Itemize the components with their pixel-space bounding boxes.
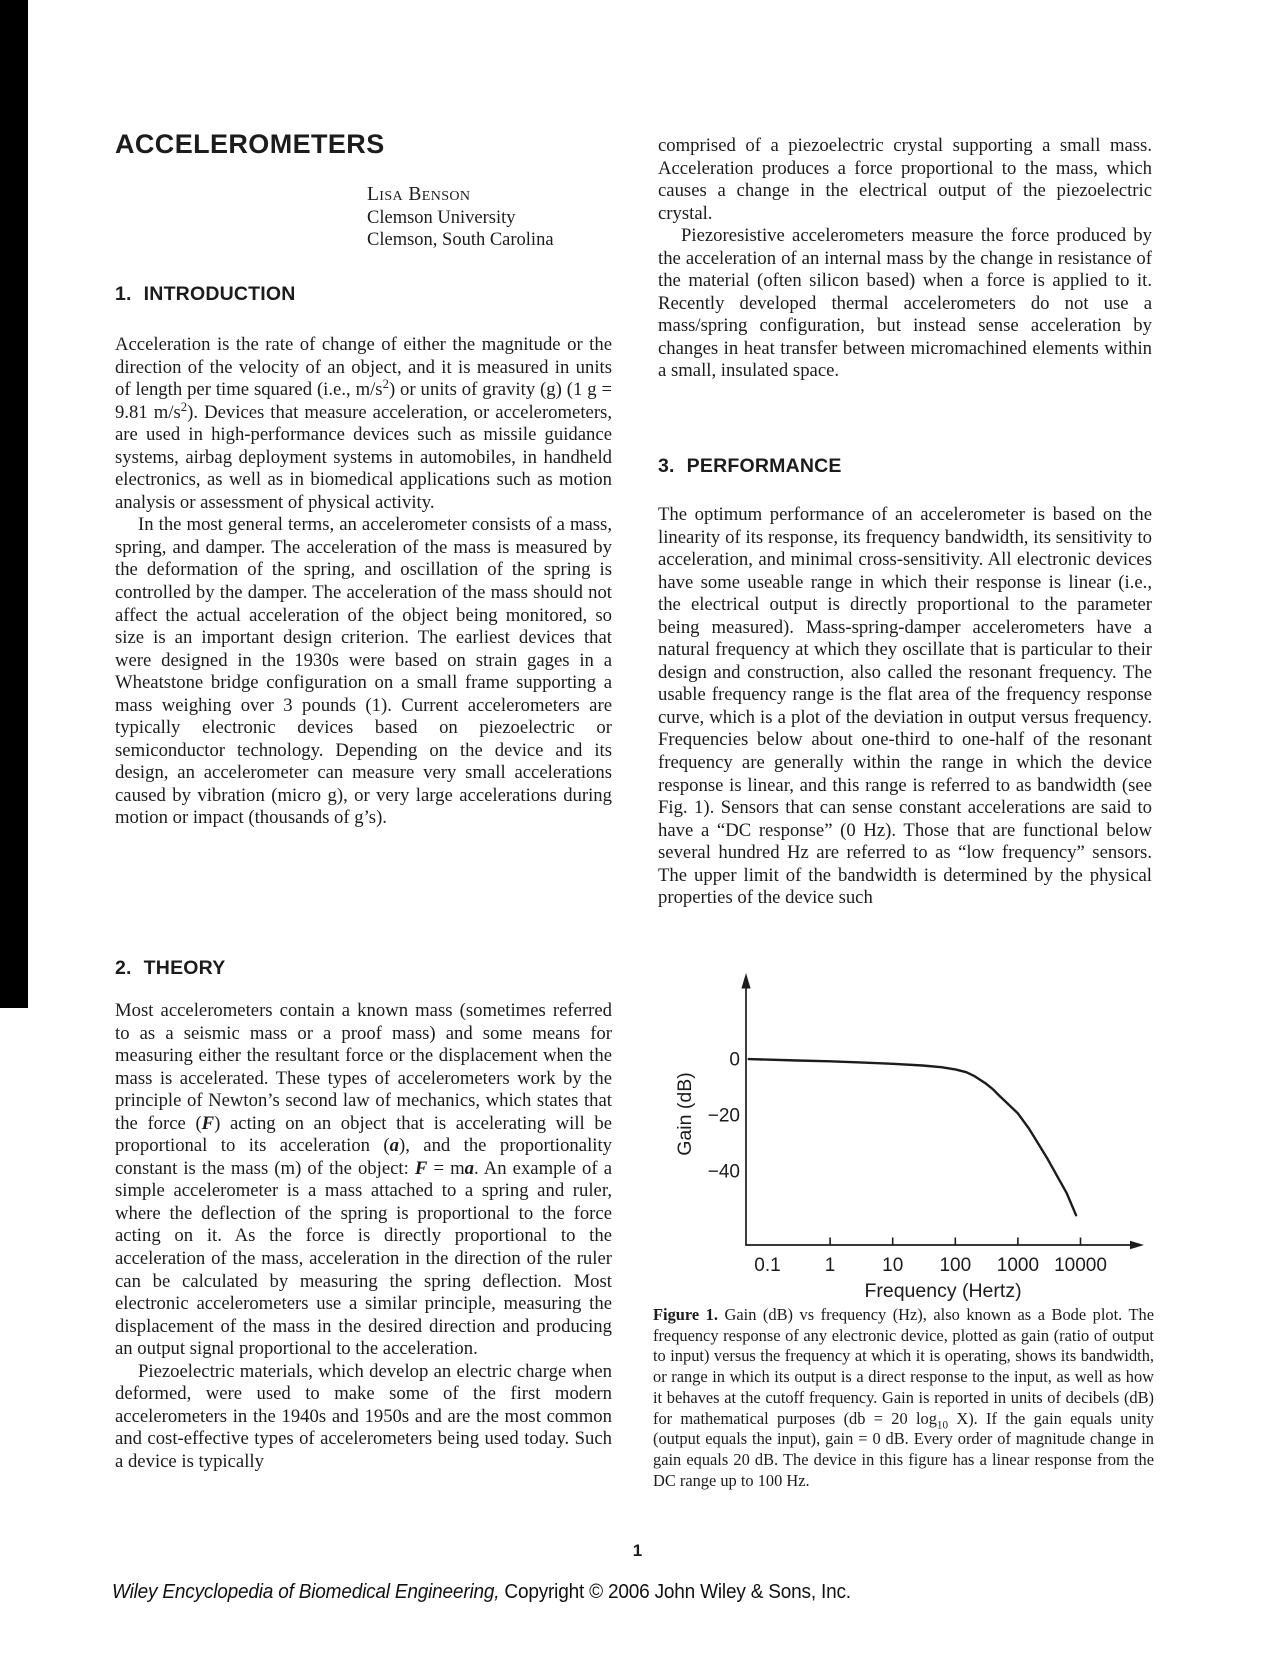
left-column-theory-text	[115, 1000, 612, 1473]
x-tick-marks	[830, 1238, 1080, 1246]
right-column-performance-text	[658, 504, 1152, 910]
scan-edge-bar	[0, 0, 28, 1008]
theory-paragraph-2: Piezoelectric materials, which develop an electric charge when deformed, were used to make some of the first modern accelerometers in the 1940s and 1950s and are the most common and cost-effective types of accelerometers being used today. Such a device is typically	[115, 1360, 612, 1472]
svg-text:1000: 1000	[996, 1255, 1040, 1276]
x-axis	[745, 1241, 1144, 1250]
left-column-intro-text	[115, 334, 612, 830]
footer-copyright: Copyright © 2006 John Wiley & Sons, Inc.	[504, 1581, 851, 1603]
svg-text:10000: 10000	[1054, 1255, 1107, 1276]
y-axis-label: Gain (dB)	[674, 1072, 696, 1156]
svg-text:−20: −20	[707, 1105, 740, 1127]
svg-text:10: 10	[882, 1255, 904, 1276]
x-tick-labels	[754, 1255, 1107, 1276]
author-block	[367, 184, 554, 252]
x-axis-label: Frequency (Hertz)	[864, 1280, 1022, 1302]
svg-text:0: 0	[729, 1049, 740, 1071]
svg-text:1: 1	[824, 1255, 836, 1276]
theory-paragraph-1: Most accelerometers contain a known mass (sometimes referred to as a seismic mass or a proof mass) and some means for measuring either the resultant force or the displacement when the mass is accelerated. These types of accelerometers work by the principle of Newton’s second law of mechanics, which states that the force (F) acting on an object that is accelerating will be proportional to its acceleration (a), and the proportionality constant is the mass (m) of the object: F = ma. An example of a simple accelerometer is a mass attached to a spring and ruler, where the deflection of the spring is proportional to the force acting on it. As the force is directly proportional to the acceleration of the mass, acceleration in the direction of the ruler can be calculated by measuring the spring deflection. Most electronic accelerometers use a similar principle, measuring the displacement of the mass in the desired direction and producing an output signal proportional to the acceleration.	[115, 1000, 613, 1360]
author-affiliation-1: Clemson University	[367, 207, 516, 228]
continuation-paragraph-2: Piezoresistive accelerometers measure the force produced by the acceleration of an internal mass by the change in resistance of the material (often silicon based) when a force is applied to it. Recently developed thermal accelerometers do not use a mass/spring configuration, but instead sense acceleration by changes in heat transfer between micromachined elements within a small, insulated space.	[658, 225, 1152, 382]
intro-paragraph-2: In the most general terms, an accelerometer consists of a mass, spring, and damper. The acceleration of the mass is measured by the deformation of the spring, and oscillation of the spring is controlled by the damper. The acceleration of the mass should not affect the actual acceleration of the object being monitored, so size is an important design criterion. The earliest devices that were designed in the 1930s were based on strain gages in a Wheatstone bridge configuration on a small frame supporting a mass weighing over 3 pounds (1). Current accelerometers are typically electronic devices based on piezoelectric or semiconductor technology. Depending on the device and its design, an accelerometer can measure very small accelerations caused by vibration (micro g), or very large accelerations during motion or impact (thousands of g’s).	[115, 514, 612, 829]
continuation-paragraph-1: comprised of a piezoelectric crystal supporting a small mass. Acceleration produces a force proportional to the mass, which causes a change in the electrical output of the piezoelectric crystal.	[658, 135, 1152, 224]
footer-journal-title: Wiley Encyclopedia of Biomedical Engineering,	[112, 1581, 505, 1603]
bode-plot	[645, 968, 1160, 1308]
y-axis-arrow-icon	[741, 973, 750, 989]
y-axis	[741, 973, 750, 1245]
right-column-continuation-text	[658, 135, 1152, 383]
section-heading-introduction: 1. INTRODUCTION	[115, 283, 296, 305]
section-heading-performance: 3. PERFORMANCE	[658, 455, 842, 477]
response-curve	[749, 1059, 1076, 1215]
svg-text:0.1: 0.1	[754, 1255, 781, 1276]
performance-paragraph-1: The optimum performance of an accelerometer is based on the linearity of its response, its frequency bandwidth, its sensitivity to acceleration, and minimal cross-sensitivity. All electronic devices have some useable range in which their response is linear (i.e., the electrical output is directly proportional to the parameter being measured). Mass-spring-damper accelerometers have a natural frequency at which they oscillate that is particular to their design and construction, also called the resonant frequency. The usable frequency range is the flat area of the frequency response curve, which is a plot of the deviation in output versus frequency. Frequencies below about one-third to one-half of the resonant frequency are generally within the range in which the device response is linear, and this range is referred to as bandwidth (see Fig. 1). Sensors that can sense constant accelerations are said to have a “DC response” (0 Hz). Those that are functional below several hundred Hz are referred to as “low frequency” sensors. The upper limit of the bandwidth is determined by the physical properties of the device such	[658, 504, 1152, 909]
x-axis-arrow-icon	[1130, 1241, 1144, 1250]
svg-text:100: 100	[939, 1255, 972, 1276]
page-title: ACCELEROMETERS	[115, 129, 385, 159]
section-heading-theory: 2. THEORY	[115, 957, 226, 979]
svg-text:−40: −40	[707, 1161, 740, 1183]
author-affiliation-2: Clemson, South Carolina	[367, 230, 554, 250]
y-tick-labels	[708, 1050, 740, 1183]
footer	[112, 1581, 851, 1604]
figure-caption: Figure 1. Gain (dB) vs frequency (Hz), also known as a Bode plot. The frequency response of any electronic device, plotted as gain (ratio of output to input) versus the frequency at which it is operating, shows its bandwidth, or range in which its output is a direct response to the input, as well as how it behaves at the cutoff frequency. Gain is reported in units of decibels (dB) for mathematical purposes (db = 20 $\log_{10} X$). If the gain equals unity (output equals the input), gain = 0 dB. Every order of magnitude change in gain equals 20 dB. The device in this figure has a linear response from the DC range up to 100 Hz.	[653, 1305, 1154, 1490]
intro-paragraph-1: Acceleration is the rate of change of either the magnitude or the direction of the velocity of an object, and it is measured in units of length per time squared (i.e., $m/s^2$) or units of gravity (g) (1 g = 9.81 $m/s^2$). Devices that measure acceleration, or accelerometers, are used in high-performance devices such as missile guidance systems, airbag deployment systems in automobiles, in handheld electronics, as well as in biomedical applications such as motion analysis or assessment of physical activity.	[115, 334, 612, 513]
author-name: Lisa Benson	[367, 184, 471, 205]
page-number: 1	[632, 1541, 643, 1560]
